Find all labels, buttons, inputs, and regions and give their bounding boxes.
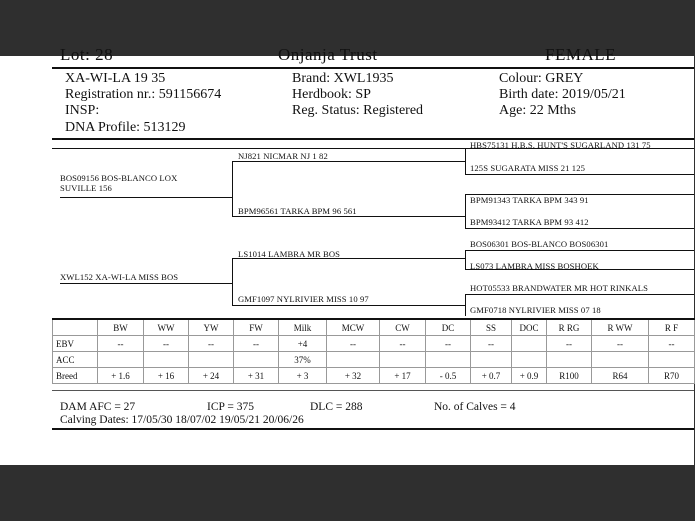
- bottom-dark-band: [0, 465, 694, 521]
- calf-count: No. of Calves = 4: [434, 401, 516, 413]
- ebv-cell: [649, 352, 695, 368]
- ebv-header-row: [53, 319, 695, 336]
- ebv-header-cell: MCW: [327, 319, 380, 336]
- ebv-cell: + 1.6: [98, 368, 144, 384]
- sire-sire-name: NJ821 NICMAR NJ 1 82: [238, 151, 328, 161]
- ebv-header-cell: DOC: [512, 319, 547, 336]
- ebv-cell: + 31: [234, 368, 279, 384]
- ggp-5: BOS06301 BOS-BLANCO BOS06301: [470, 239, 609, 249]
- dam-dam-line: [232, 305, 465, 306]
- ebv-cell: + 3: [279, 368, 327, 384]
- ebv-cell: ACC: [53, 352, 98, 368]
- ebv-cell: + 17: [380, 368, 426, 384]
- ebv-cell: --: [327, 336, 380, 352]
- dam-sire-name: LS1014 LAMBRA MR BOS: [238, 249, 341, 259]
- ebv-cell: [547, 352, 592, 368]
- ggp-2: 125S SUGARATA MISS 21 125: [470, 163, 585, 173]
- ebv-header-cell: FW: [234, 319, 279, 336]
- birth-date: Birth date: 2019/05/21: [499, 87, 626, 102]
- ebv-header-cell: R RG: [547, 319, 592, 336]
- owner-name: Onjanja Trust: [278, 45, 378, 64]
- dna-profile: DNA Profile: 513129: [65, 120, 186, 135]
- ebv-cell: [234, 352, 279, 368]
- ebv-cell: --: [234, 336, 279, 352]
- ebv-cell: [98, 352, 144, 368]
- ebv-cell: + 32: [327, 368, 380, 384]
- registration-number: Registration nr.: 591156674: [65, 87, 222, 102]
- dam-afc: DAM AFC = 27: [60, 401, 136, 413]
- ebv-header-cell: R F: [649, 319, 695, 336]
- ebv-cell: --: [98, 336, 144, 352]
- ebv-header-cell: CW: [380, 319, 426, 336]
- ebv-cell: --: [144, 336, 189, 352]
- ss-bracket: [465, 148, 466, 175]
- ebv-header-cell: WW: [144, 319, 189, 336]
- sire-line: [60, 197, 232, 198]
- ggp-8: GMF0718 NYLRIVIER MISS 07 18: [470, 305, 601, 315]
- ebv-cell: +4: [279, 336, 327, 352]
- ebv-cell: R64: [592, 368, 649, 384]
- ebv-header-cell: YW: [189, 319, 234, 336]
- ebv-row: [53, 368, 695, 384]
- brand: Brand: XWL1935: [292, 71, 394, 86]
- ebv-cell: Breed: [53, 368, 98, 384]
- registration-status: Reg. Status: Registered: [292, 103, 424, 118]
- sire-dam-line: [232, 216, 465, 217]
- ebv-cell: [189, 352, 234, 368]
- ebv-cell: --: [189, 336, 234, 352]
- ebv-cell: --: [426, 336, 471, 352]
- ebv-row: [53, 336, 695, 352]
- animal-details: [52, 67, 694, 140]
- dlc: DLC = 288: [310, 401, 363, 413]
- ebv-cell: [592, 352, 649, 368]
- ebv-cell: --: [471, 336, 512, 352]
- ebv-row: [53, 352, 695, 368]
- ebv-cell: [512, 352, 547, 368]
- lot-number: Lot: 28: [60, 45, 114, 64]
- ebv-cell: [426, 352, 471, 368]
- ggp-4: BPM93412 TARKA BPM 93 412: [470, 217, 589, 227]
- sire-dam-name: BPM96561 TARKA BPM 96 561: [238, 206, 357, 216]
- ggp-7: HOT05533 BRANDWATER MR HOT RINKALS: [470, 283, 648, 293]
- dam-dam-name: GMF1097 NYLRIVIER MISS 10 97: [238, 294, 369, 304]
- ds-upper-line: [465, 250, 694, 251]
- ebv-cell: EBV: [53, 336, 98, 352]
- ggp-1: HBS75131 H.B.S. HUNT'S SUGARLAND 131 75: [470, 140, 651, 150]
- dam-summary: [52, 390, 694, 430]
- ebv-cell: + 0.9: [512, 368, 547, 384]
- ds-bracket: [465, 250, 466, 270]
- ebv-cell: R100: [547, 368, 592, 384]
- ebv-cell: --: [592, 336, 649, 352]
- ebv-cell: --: [547, 336, 592, 352]
- calving-dates: Calving Dates: 17/05/30 18/07/02 19/05/21 20/06/26: [60, 414, 304, 426]
- ebv-cell: [327, 352, 380, 368]
- ebv-cell: --: [380, 336, 426, 352]
- ebv-header-cell: Milk: [279, 319, 327, 336]
- ebv-cell: + 16: [144, 368, 189, 384]
- sd-bracket: [465, 194, 466, 229]
- ebv-header-cell: SS: [471, 319, 512, 336]
- animal-name: XA-WI-LA 19 35: [65, 71, 166, 86]
- herdbook: Herdbook: SP: [292, 87, 371, 102]
- sire-bracket: [232, 161, 233, 217]
- insp-field: INSP:: [65, 103, 100, 118]
- catalogue-page: [0, 45, 694, 465]
- sd-lower-line: [465, 228, 694, 229]
- ebv-cell: [380, 352, 426, 368]
- ebv-cell: + 24: [189, 368, 234, 384]
- sex-label: FEMALE: [545, 45, 616, 64]
- ebv-cell: [512, 336, 547, 352]
- dam-line: [60, 283, 232, 284]
- colour: Colour: GREY: [499, 71, 584, 86]
- dam-name: XWL152 XA-WI-LA MISS BOS: [60, 272, 179, 282]
- icp: ICP = 375: [207, 401, 254, 413]
- ebv-cell: R70: [649, 368, 695, 384]
- dd-bracket: [465, 294, 466, 316]
- ebv-header-cell: DC: [426, 319, 471, 336]
- ggp-3: BPM91343 TARKA BPM 343 91: [470, 195, 589, 205]
- ebv-header-cell: R WW: [592, 319, 649, 336]
- ebv-cell: 37%: [279, 352, 327, 368]
- dam-bracket: [232, 258, 233, 306]
- ebv-cell: [471, 352, 512, 368]
- ggp-6: LS073 LAMBRA MISS BOSHOEK: [470, 261, 599, 271]
- ebv-header-cell: BW: [98, 319, 144, 336]
- ebv-table: [52, 318, 695, 384]
- ebv-cell: - 0.5: [426, 368, 471, 384]
- ebv-cell: --: [649, 336, 695, 352]
- ss-lower-line: [465, 174, 694, 175]
- age: Age: 22 Mths: [499, 103, 576, 118]
- ebv-cell: + 0.7: [471, 368, 512, 384]
- dd-upper-line: [465, 294, 694, 295]
- ebv-header-cell: [53, 319, 98, 336]
- sire-name: BOS09156 BOS-BLANCO LOX SUVILLE 156: [60, 173, 178, 193]
- sire-sire-line: [232, 161, 465, 162]
- ebv-cell: [144, 352, 189, 368]
